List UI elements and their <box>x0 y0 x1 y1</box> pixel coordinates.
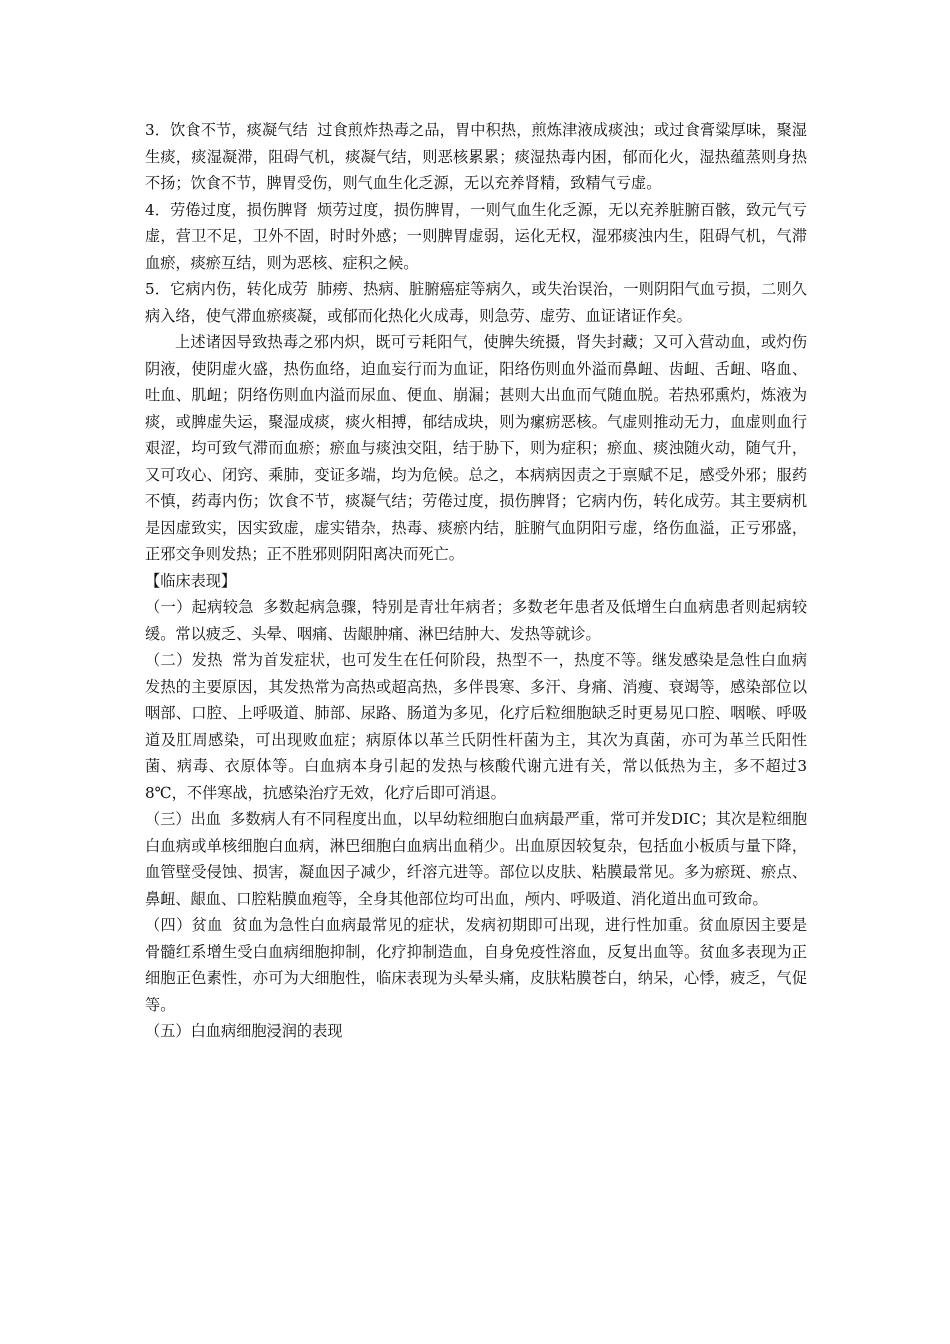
paragraph-text: 上述诸因导致热毒之邪内炽，既可亏耗阳气，使脾失统摄，肾失封藏；又可入营动血，或灼伤阴液，使阴虚火盛，热伤血络，迫血妄行而为血证，阳络伤则血外溢而鼻衄、齿衄、舌衄、咯血、吐血、肌衄；阴络伤则血内溢而尿血、便血、崩漏；甚则大出血而气随血脱。若热邪熏灼，炼液为痰，或脾虚失运，聚湿成痰，痰火相搏，郁结成块，则为瘰疬恶核。气虚则推动无力，血虚则血行艰涩，均可致气滞而血瘀；瘀血与痰浊交阻，结于胁下，则为症积；瘀血、痰浊随火动，随气升，又可攻心、闭窍、乘肺，变证多端，均为危候。总之，本病病因责之于禀赋不足，感受外邪；服药不慎，药毒内伤；饮食不节，痰凝气结；劳倦过度，损伤脾肾；它病内伤，转化成劳。其主要病机是因虚致实，因实致虚，虚实错杂，热毒、痰瘀内结，脏腑气血阴阳亏虚，络伤血溢，正亏邪盛，正邪交争则发热；正不胜邪则阴阳离决而死亡。 <box>145 333 807 563</box>
paragraph-lead: （四）贫血 <box>145 916 223 934</box>
paragraph-lead: 5．它病内伤，转化成劳 <box>145 280 308 298</box>
paragraph-anemia <box>145 912 807 1018</box>
section-heading-clinical <box>145 568 807 595</box>
paragraph-text: 贫血为急性白血病最常见的症状，发病初期即可出现，进行性加重。贫血原因主要是骨髓红系增生受白血病细胞抑制，化疗抑制造血，自身免疫性溶血，反复出血等。贫血多表现为正细胞正色素性，亦可为大细胞性，临床表现为头晕头痛，皮肤粘膜苍白，纳呆，心悸，疲乏，气促等。 <box>145 916 808 1014</box>
paragraph-lead: （二）发热 <box>145 651 223 669</box>
paragraph-infiltration-heading <box>145 1018 807 1045</box>
paragraph-text: 常为首发症状，也可发生在任何阶段，热型不一，热度不等。继发感染是急性白血病发热的主要原因，其发热常为高热或超高热，多伴畏寒、多汗、身痛、消瘦、衰竭等，感染部位以咽部、口腔、上呼吸道、肺部、尿路、肠道为多见，化疗后粒细胞缺乏时更易见口腔、咽喉、呼吸道及肛周感染，可出现败血症；病原体以革兰氏阴性杆菌为主，其次为真菌，亦可为革兰氏阳性菌、病毒、衣原体等。白血病本身引起的发热与核酸代谢亢进有关，常以低热为主，多不超过38℃，不伴寒战，抗感染治疗无效，化疗后即可消退。 <box>145 651 808 802</box>
paragraph-lead: （一）起病较急 <box>145 598 254 616</box>
paragraph-bleeding <box>145 806 807 912</box>
paragraph-lead: 3．饮食不节，痰凝气结 <box>145 121 308 139</box>
paragraph-text: 过食煎炸热毒之品，胃中积热，煎炼津液成痰浊；或过食膏粱厚味，聚湿生痰，痰湿凝滞，阻碍气机，痰凝气结，则恶核累累；痰湿热毒内困，郁而化火，湿热蕴蒸则身热不扬；饮食不节，脾胃受伤，则气血生化乏源，无以充养肾精，致精气亏虚。 <box>145 121 807 192</box>
paragraph-fatigue <box>145 197 807 277</box>
paragraph-fever <box>145 647 807 806</box>
heading-text: 【临床表现】 <box>145 571 237 590</box>
paragraph-lead: （三）出血 <box>145 810 221 828</box>
document-page <box>145 117 807 1045</box>
paragraph-diet <box>145 117 807 197</box>
paragraph-text: （五）白血病细胞浸润的表现 <box>145 1022 343 1040</box>
paragraph-other-disease <box>145 276 807 329</box>
paragraph-text: 多数病人有不同程度出血，以早幼粒细胞白血病最严重，常可并发DIC；其次是粒细胞白血病或单核细胞白血病，淋巴细胞白血病出血稍少。出血原因较复杂，包括血小板质与量下降，血管壁受侵蚀、损害，凝血因子减少，纤溶亢进等。部位以皮肤、粘膜最常见。多为瘀斑、瘀点、鼻衄、龈血、口腔粘膜血疱等，全身其他部位均可出血，颅内、呼吸道、消化道出血可致命。 <box>145 810 808 908</box>
paragraph-onset <box>145 594 807 647</box>
paragraph-text: 多数起病急骤，特别是青壮年病者；多数老年患者及低增生白血病患者则起病较缓。常以疲乏、头晕、咽痛、齿龈肿痛、淋巴结肿大、发热等就诊。 <box>145 598 808 643</box>
paragraph-text: 烦劳过度，损伤脾胃，一则气血生化乏源，无以充养脏腑百骸，致元气亏虚，营卫不足，卫外不固，时时外感；一则脾胃虚弱，运化无权，湿邪痰浊内生，阻碍气机，气滞血瘀，痰瘀互结，则为恶核、症积之候。 <box>145 200 807 272</box>
paragraph-pathogenesis-summary <box>145 329 807 568</box>
paragraph-lead: 4．劳倦过度，损伤脾肾 <box>145 200 308 219</box>
paragraph-text: 肺痨、热病、脏腑癌症等病久，或失治误治，一则阴阳气血亏损，二则久病入络，使气滞血瘀痰凝，或郁而化热化火成毒，则急劳、虚劳、血证诸证作矣。 <box>145 280 807 325</box>
